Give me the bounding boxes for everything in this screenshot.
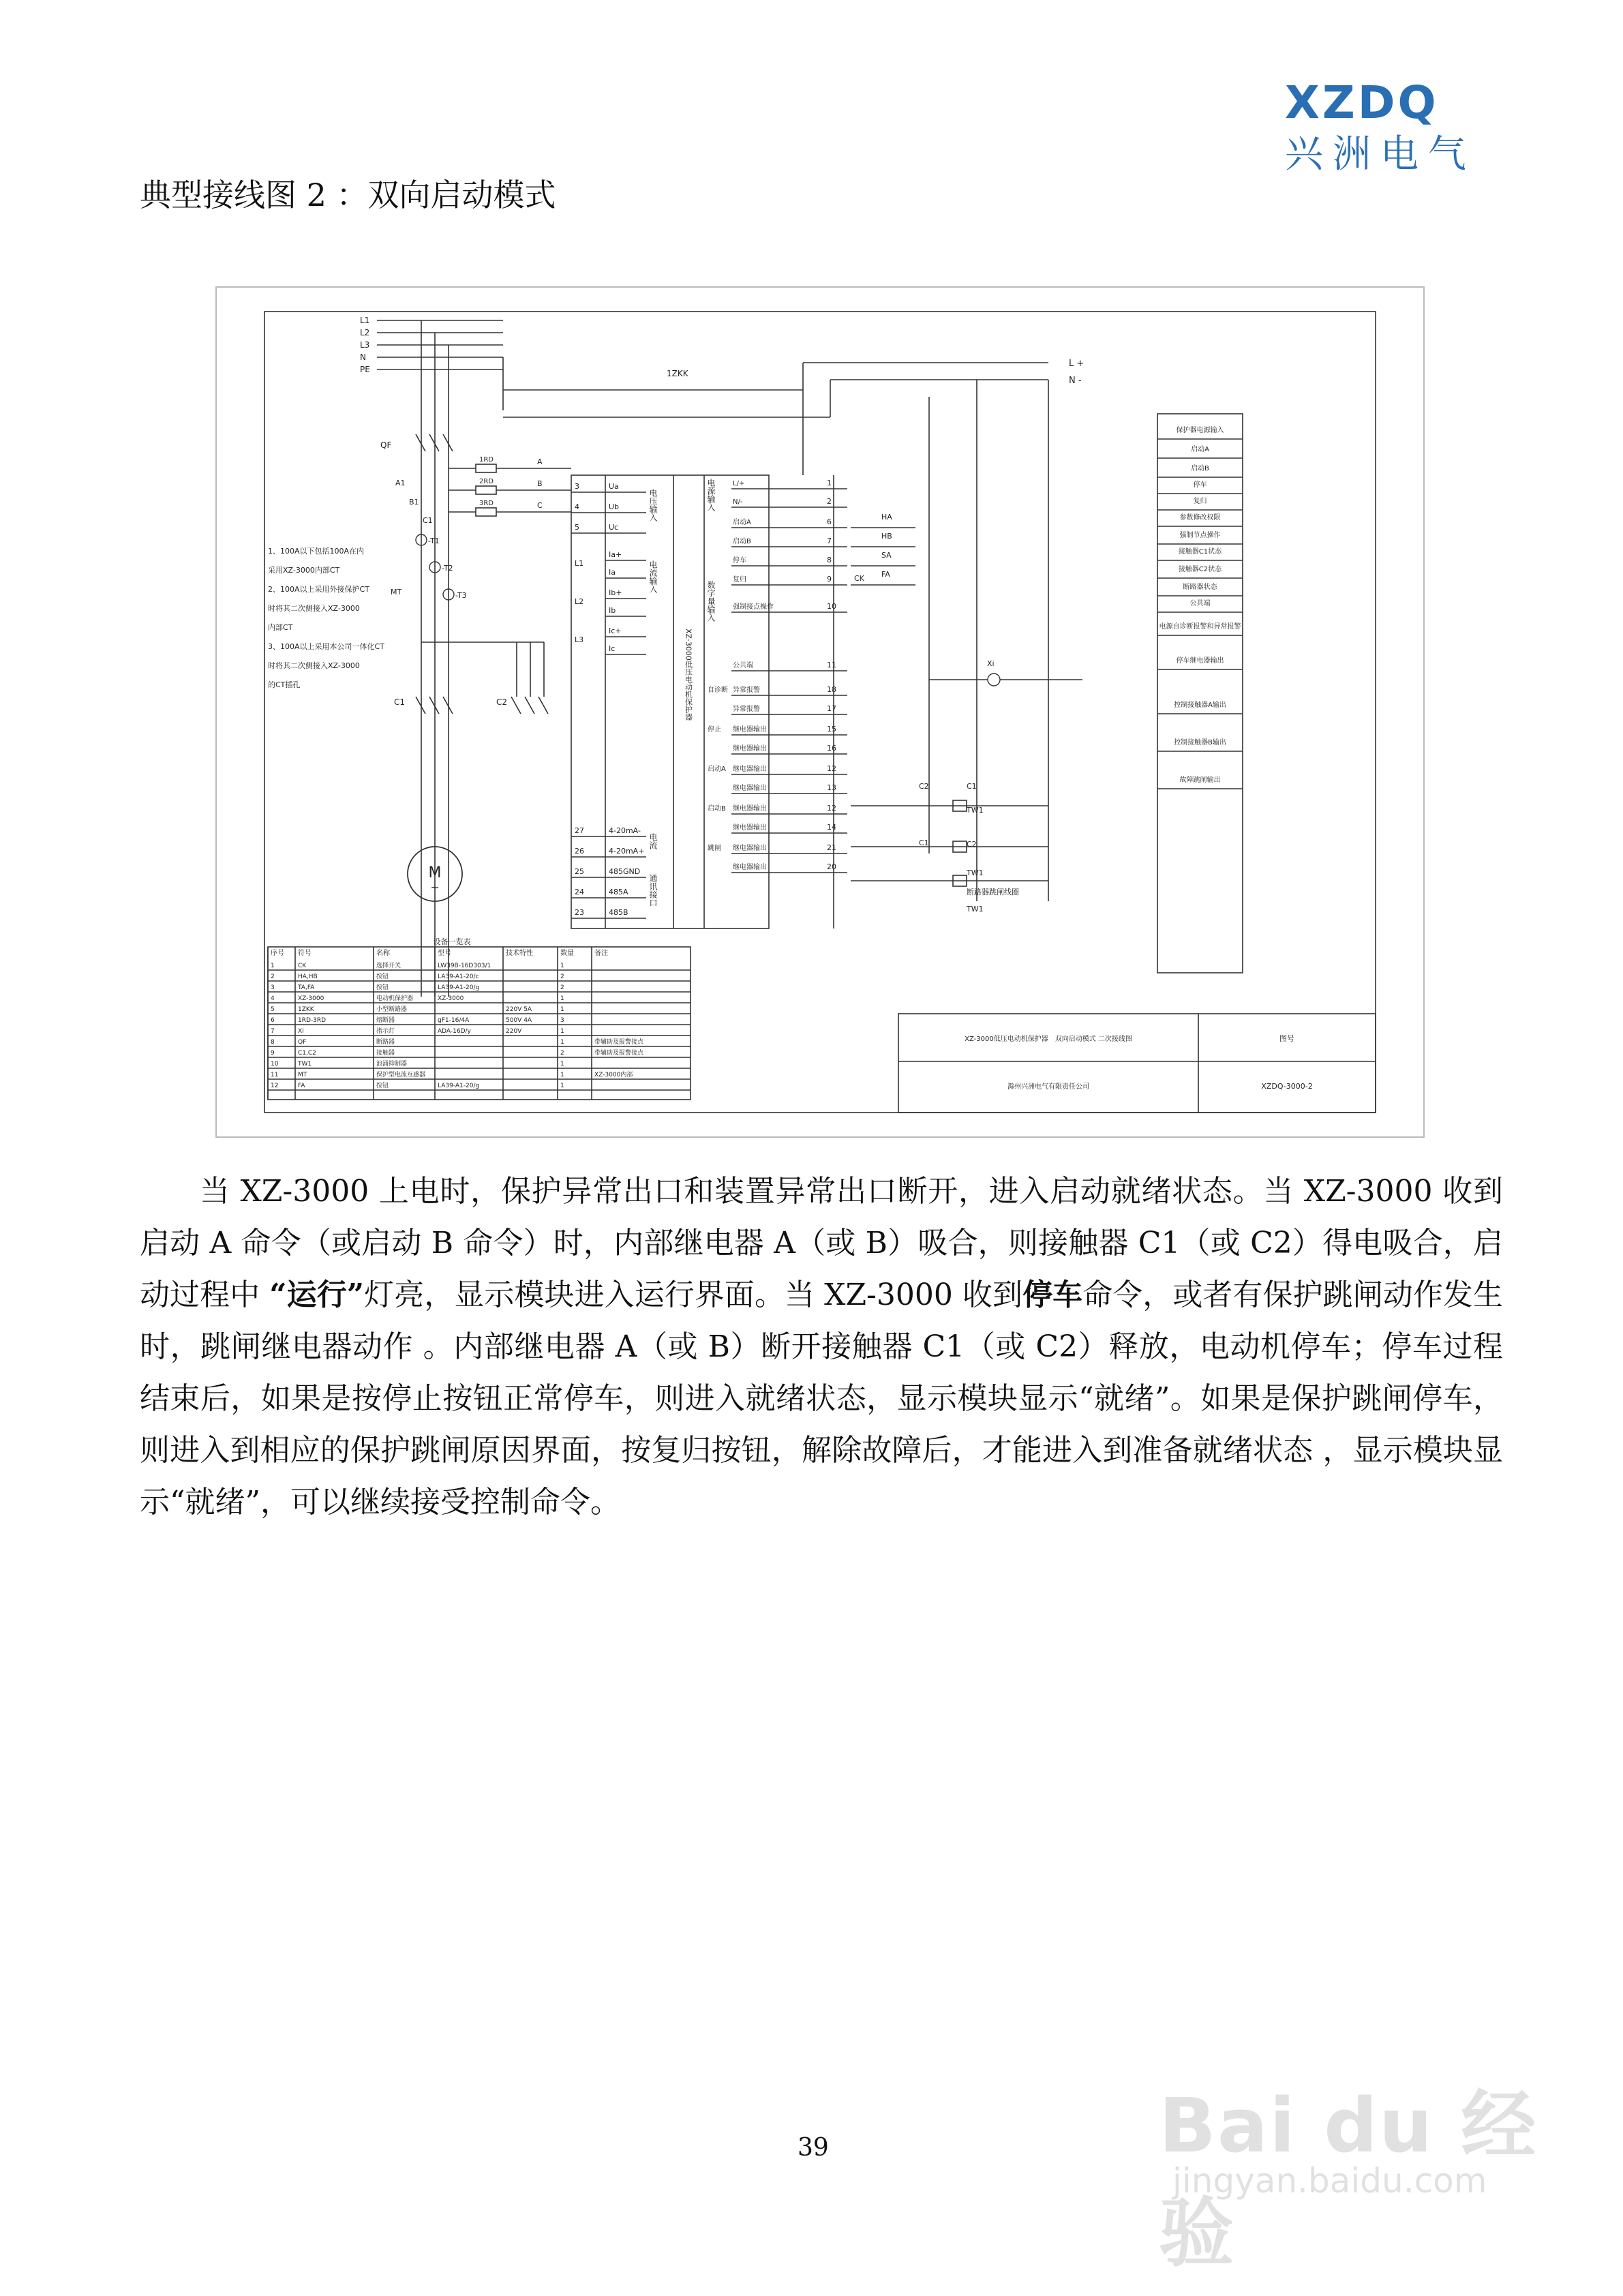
motor-label: M xyxy=(428,864,442,881)
coil-label: C2 xyxy=(919,782,929,791)
button-label: HA xyxy=(881,513,892,522)
table-cell: 带辅助及报警接点 xyxy=(594,1050,644,1057)
para-part-2: 灯亮，显示模块进入运行界面。当 XZ-3000 收到 xyxy=(364,1278,1023,1312)
terminal-num: 15 xyxy=(827,725,836,734)
button-label: HB xyxy=(881,532,892,541)
terminal-num: 13 xyxy=(827,783,836,792)
note-line: 的CT插孔 xyxy=(268,680,301,689)
legend-item: 保护器电源输入 xyxy=(1176,427,1224,434)
table-cell: XZ-3000内部 xyxy=(594,1072,633,1078)
watermark-brand: Bai du 经验 xyxy=(1159,2082,1538,2277)
title-block-company: 滁州兴洲电气有限责任公司 xyxy=(1007,1083,1089,1091)
comm-terminal-name: 485GND xyxy=(609,867,641,876)
ct-label: -T1 xyxy=(428,537,440,545)
terminal-name: 公共端 xyxy=(733,662,753,669)
table-cell: Xi xyxy=(298,1028,304,1035)
table-cell: 6 xyxy=(271,1017,275,1024)
breaker-contact xyxy=(416,434,425,451)
fuse-label-1RD: 1RD xyxy=(479,456,494,464)
terminal-name: 异常报警 xyxy=(733,686,760,694)
line-label-N: N xyxy=(360,352,366,362)
table-cell: 1 xyxy=(560,1039,564,1046)
comm-terminal-num: 27 xyxy=(575,826,584,835)
terminal-name: 继电器输出 xyxy=(733,864,767,871)
table-header: 型号 xyxy=(438,950,451,957)
breaker-qf-label: QF xyxy=(380,440,392,450)
terminal-name: 停车 xyxy=(733,557,746,564)
terminal-num: 14 xyxy=(827,823,836,832)
page-number: 39 xyxy=(798,2134,829,2162)
voltage-terminal-num: 3 xyxy=(575,482,579,491)
output-group: 启动A xyxy=(708,766,726,773)
terminal-num: 11 xyxy=(827,661,836,669)
table-cell: 断路器 xyxy=(376,1039,395,1046)
legend-item: 强制节点操作 xyxy=(1179,532,1221,539)
table-cell: LW39B-16D303/1 xyxy=(438,963,491,969)
table-cell: 1 xyxy=(560,1072,564,1078)
table-cell: 220V 5A xyxy=(506,1006,532,1013)
line-label-L3: L3 xyxy=(360,340,370,350)
wiring-diagram xyxy=(215,286,1425,1138)
terminal-name: 强制接点操作 xyxy=(733,603,774,611)
terminal-num: 20 xyxy=(827,862,836,871)
table-cell: 熔断器 xyxy=(376,1017,395,1024)
table-cell: 2 xyxy=(560,1050,564,1057)
coil-label: TW1 xyxy=(967,806,984,815)
legend-item: 停车 xyxy=(1193,481,1207,489)
terminal-plus-label: L + xyxy=(1069,359,1084,369)
legend-item: 启动B xyxy=(1191,465,1209,472)
phase-label-C: C xyxy=(537,501,543,510)
terminal-num: 18 xyxy=(827,685,836,694)
table-cell: LA39-A1-20/g xyxy=(438,984,480,991)
fuse-1RD xyxy=(476,464,496,472)
legend-item: 公共端 xyxy=(1189,600,1211,607)
table-cell: 指示灯 xyxy=(376,1028,395,1035)
body-text xyxy=(140,1166,1503,1528)
trip-coil-label: 断路器跳闸线圈 xyxy=(967,888,1019,896)
terminal-num: 9 xyxy=(827,575,832,584)
terminal-name: 启动A xyxy=(733,519,751,526)
note-line: 3、100A以上采用本公司一体化CT xyxy=(268,642,384,651)
table-cell: 1RD-3RD xyxy=(298,1017,327,1024)
table-cell: 浪涌抑制器 xyxy=(376,1061,408,1068)
line-label-L1: L1 xyxy=(360,316,370,325)
equipment-table-title: 设备一览表 xyxy=(433,937,471,946)
terminal-name: 继电器输出 xyxy=(733,785,767,792)
coil-label: TW1 xyxy=(967,905,984,913)
terminal-num: 10 xyxy=(827,602,836,611)
description-paragraph xyxy=(140,1166,1503,1528)
legend-item: 电源自诊断报警和异常报警 xyxy=(1159,623,1241,631)
contactor-contact xyxy=(443,697,453,714)
contactor-contact xyxy=(429,697,439,714)
terminal-name: 异常报警 xyxy=(733,706,760,713)
current-terminal-name: Ic xyxy=(609,644,616,653)
contactor-contact xyxy=(525,697,534,714)
point-label-C1: C1 xyxy=(423,516,433,525)
voltage-terminal-num: 5 xyxy=(575,523,579,532)
logo-text-cn: 兴洲电气 xyxy=(1285,132,1476,177)
current-group: L2 xyxy=(575,597,584,606)
comm-terminal-num: 23 xyxy=(575,908,584,917)
table-cell: 9 xyxy=(271,1050,275,1057)
motor-sub: ~ xyxy=(430,881,440,894)
voltage-terminal-name: Uc xyxy=(609,523,619,532)
title-block-drawing-no: XZDQ-3000-2 xyxy=(1261,1082,1313,1091)
legend-item: 断路器状态 xyxy=(1183,584,1217,591)
table-cell: 按钮 xyxy=(376,984,389,991)
table-cell: FA xyxy=(298,1083,305,1089)
table-cell: gF1-16/4A xyxy=(438,1017,470,1024)
coil-label: C1 xyxy=(919,839,929,847)
watermark-url: jingyan.baidu.com xyxy=(1172,2161,1487,2201)
breaker-contact xyxy=(429,434,439,451)
line-label-PE: PE xyxy=(360,365,370,374)
terminal-name: 继电器输出 xyxy=(733,845,767,852)
title-block xyxy=(898,1014,1376,1113)
comm-terminal-name: 4-20mA+ xyxy=(609,847,645,856)
table-cell: 220V xyxy=(506,1028,522,1035)
voltage-terminal-name: Ub xyxy=(609,502,620,511)
note-line: 内部CT xyxy=(268,623,293,632)
current-terminal-name: Ia+ xyxy=(609,550,622,559)
table-cell: XZ-3000 xyxy=(438,995,464,1002)
current-group: L3 xyxy=(575,635,584,644)
current-group: L1 xyxy=(575,559,584,568)
breaker-contact xyxy=(443,434,453,451)
table-cell: 3 xyxy=(271,984,275,991)
table-cell: CK xyxy=(298,963,307,969)
legend-item: 接触器C2状态 xyxy=(1178,566,1222,573)
current-terminal-name: Ia xyxy=(609,568,616,577)
table-cell: 1 xyxy=(560,1028,564,1035)
output-group: 自诊断 xyxy=(708,686,728,694)
table-cell: HA,HB xyxy=(298,973,318,980)
terminal-minus-label: N - xyxy=(1069,376,1082,386)
table-cell: C1,C2 xyxy=(298,1050,316,1057)
ct-label-mt: MT xyxy=(391,588,402,596)
table-header: 名称 xyxy=(376,950,390,957)
table-cell: 1 xyxy=(271,963,275,969)
output-group: 跳闸 xyxy=(708,845,721,852)
output-group: 启动B xyxy=(708,805,726,813)
terminal-num: 6 xyxy=(827,517,832,526)
table-cell: 11 xyxy=(271,1072,279,1078)
voltage-terminal-num: 4 xyxy=(575,502,579,511)
device-name: XZ-3000低压电动机保护器 xyxy=(684,629,693,721)
table-header: 备注 xyxy=(594,950,608,957)
current-section-label: 电流输入 xyxy=(648,560,658,593)
title-block-title: XZ-3000低压电动机保护器 双向启动模式 二次接线图 xyxy=(965,1036,1132,1043)
line-label-L2: L2 xyxy=(360,328,370,337)
terminal-num: 21 xyxy=(827,843,836,852)
table-cell: 5 xyxy=(271,1006,275,1013)
table-cell: TW1 xyxy=(298,1061,312,1068)
legend-item: 复归 xyxy=(1193,498,1207,505)
note-line: 采用XZ-3000内部CT xyxy=(268,566,340,575)
table-cell: 1 xyxy=(560,1006,564,1013)
para-emphasis-stop: 停车 xyxy=(1022,1278,1083,1312)
contactor-contact xyxy=(416,697,425,714)
current-terminal-name: Ib xyxy=(609,606,616,615)
table-cell: 1 xyxy=(560,963,564,969)
comm-terminal-name: 485B xyxy=(609,908,628,917)
terminal-name: 继电器输出 xyxy=(733,726,767,734)
para-emphasis-running: “运行” xyxy=(269,1278,365,1312)
page-heading: 典型接线图 2 ：双向启动模式 xyxy=(140,177,556,213)
fuse-3RD xyxy=(476,508,496,516)
terminal-num: 12 xyxy=(827,804,836,813)
table-cell: 1 xyxy=(560,995,564,1002)
terminal-num: 12 xyxy=(827,764,836,773)
terminal-num: 1 xyxy=(827,479,832,487)
coil-label: C2 xyxy=(967,840,977,849)
table-cell: 1 xyxy=(560,1083,564,1089)
terminal-num: 8 xyxy=(827,556,832,564)
current-terminal-name: Ic+ xyxy=(609,626,622,635)
button-label: FA xyxy=(881,570,890,579)
table-cell: 1 xyxy=(560,1061,564,1068)
comm-terminal-name: 485A xyxy=(609,888,628,896)
terminal-name: 启动B xyxy=(733,538,751,545)
legend-item: 参数修改权限 xyxy=(1179,514,1221,522)
point-label-A1: A1 xyxy=(395,479,406,487)
table-cell: QF xyxy=(298,1039,307,1046)
note-line: 时将其二次侧接入XZ-3000 xyxy=(268,661,360,670)
coil-label: C1 xyxy=(967,782,977,791)
fuse-label-3RD: 3RD xyxy=(479,500,494,507)
switch-label: 1ZKK xyxy=(667,369,688,378)
terminal-num: 16 xyxy=(827,744,836,753)
ct-label: -T2 xyxy=(442,564,453,573)
note-line: 2、100A以上采用外接保护CT xyxy=(268,585,369,594)
table-cell: 电动机保护器 xyxy=(376,995,414,1002)
indicator-label: Xi xyxy=(987,659,995,668)
table-cell: 按钮 xyxy=(376,1083,389,1089)
terminal-name: 继电器输出 xyxy=(733,805,767,813)
note-line: 1、100A以下包括100A在内 xyxy=(268,547,365,556)
note-line: 时将其二次侧接入XZ-3000 xyxy=(268,604,360,613)
terminal-name: N/- xyxy=(733,498,743,506)
table-cell: 7 xyxy=(271,1028,275,1035)
contactor-contact xyxy=(511,697,521,714)
comm-terminal-num: 24 xyxy=(575,888,584,896)
table-cell: 按钮 xyxy=(376,973,389,980)
output-group: 停止 xyxy=(708,726,721,734)
indicator-lamp xyxy=(988,674,1000,686)
table-cell: 2 xyxy=(560,973,564,980)
table-cell: MT xyxy=(298,1072,307,1078)
terminal-name: 复归 xyxy=(733,576,746,584)
power-input-label: 电源输入 xyxy=(706,479,716,511)
table-cell: ADA-16D/y xyxy=(438,1028,471,1035)
table-cell: 选择开关 xyxy=(376,963,401,969)
terminal-name: 继电器输出 xyxy=(733,766,767,773)
point-label-B1: B1 xyxy=(409,498,419,507)
logo-text-en: XZDQ xyxy=(1285,76,1439,129)
legend-item: 启动A xyxy=(1191,446,1209,453)
fuse-label-2RD: 2RD xyxy=(479,478,494,485)
comm-terminal-num: 26 xyxy=(575,847,584,856)
button-label: SA xyxy=(881,551,892,560)
coil-label: TW1 xyxy=(967,868,984,877)
para-part-3: 命令，或者有保护跳闸动作发生时，跳闸继电器动作 。内部继电器 A（或 B）断开接触器 C1（或 C2）释放，电动机停车；停车过程结束后，如果是按停止按钮正常停车，则进入就绪状态，显示模块显示“就绪”。如果是保护跳闸停车， 则进入到相应的保护跳闸原因界面，按复归按钮，解除故障后，才能进入到准备就绪状态 ，显示模块显示“就绪”，可以继续接受控制命令。 xyxy=(140,1278,1503,1520)
table-cell: 保护型电流互感器 xyxy=(376,1072,426,1078)
legend-item: 停车继电器输出 xyxy=(1176,657,1224,665)
table-header: 符号 xyxy=(298,950,312,957)
wiring-diagram-svg xyxy=(217,288,1423,1136)
table-cell: 带辅助及报警接点 xyxy=(594,1039,644,1046)
voltage-terminal-name: Ua xyxy=(609,482,619,491)
legend-item: 接触器C1状态 xyxy=(1178,548,1222,556)
terminal-num: 17 xyxy=(827,704,836,713)
current-terminal-name: Ib+ xyxy=(609,588,622,597)
fuse-2RD xyxy=(476,486,496,494)
table-cell: 4 xyxy=(271,995,275,1002)
company-logo xyxy=(1285,76,1503,177)
table-cell: 500V 4A xyxy=(506,1017,532,1024)
comm-terminal-num: 25 xyxy=(575,867,584,876)
table-cell: LA39-A1-20/g xyxy=(438,1083,480,1089)
legend-item: 控制接触器A输出 xyxy=(1174,701,1226,709)
table-cell: 接触器 xyxy=(376,1050,395,1057)
comm-section-label: 电流 xyxy=(648,833,658,849)
table-cell: 2 xyxy=(560,984,564,991)
table-header: 数量 xyxy=(560,950,574,957)
contactor-contact xyxy=(539,697,548,714)
ct-label: -T3 xyxy=(455,591,467,600)
table-cell: 10 xyxy=(271,1061,279,1068)
table-cell: TA,FA xyxy=(298,984,315,991)
digital-input-label: 数字量输入 xyxy=(706,581,716,622)
contactor-c1-label: C1 xyxy=(394,697,406,707)
terminal-num: 7 xyxy=(827,537,832,545)
contactor-c2-label: C2 xyxy=(496,697,508,707)
terminal-num: 2 xyxy=(827,497,832,506)
table-cell: 8 xyxy=(271,1039,275,1046)
terminal-name: 继电器输出 xyxy=(733,824,767,832)
table-cell: LA39-A1-20/c xyxy=(438,973,479,980)
title-block-drawing-label: 图号 xyxy=(1279,1034,1294,1043)
table-cell: 1ZKK xyxy=(298,1006,314,1013)
table-cell: 12 xyxy=(271,1083,279,1089)
terminal-name: 继电器输出 xyxy=(733,745,767,753)
comm-section-label: 通讯接口 xyxy=(648,874,658,907)
voltage-section-label: 电压输入 xyxy=(648,489,658,522)
terminal-name: L/+ xyxy=(733,480,745,487)
para-part-1: 当 XZ-3000 上电时，保护异常出口和装置异常出口断开，进入启动就绪状态。当 XZ-3000 收到启动 A 命令（或启动 B 命令）时，内部继电器 A（或 B）吸合，则接触器 C1（或 C2）得电吸合，启动过程中 xyxy=(140,1174,1503,1312)
phase-label-B: B xyxy=(537,479,543,488)
legend-item: 故障跳闸输出 xyxy=(1179,776,1221,784)
table-header: 技术特性 xyxy=(506,950,533,957)
legend-item: 控制接触器B输出 xyxy=(1174,739,1226,746)
selector-label: CK xyxy=(854,574,864,583)
table-header: 序号 xyxy=(271,950,284,957)
baidu-watermark xyxy=(1159,2038,1541,2277)
table-cell: 2 xyxy=(271,973,275,980)
phase-label-A: A xyxy=(537,457,543,466)
table-cell: 3 xyxy=(560,1017,564,1024)
table-cell: 小型断路器 xyxy=(376,1006,408,1013)
table-cell: XZ-3000 xyxy=(298,995,324,1002)
comm-terminal-name: 4-20mA- xyxy=(609,826,641,835)
